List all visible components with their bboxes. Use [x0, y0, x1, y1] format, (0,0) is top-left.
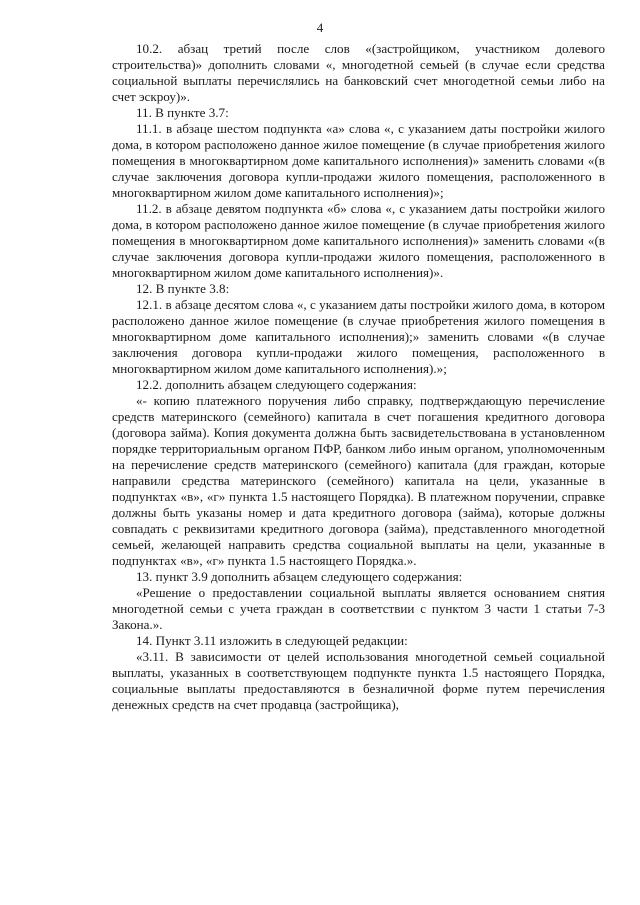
paragraph-11-1: 11.1. в абзаце шестом подпункта «а» слова «, с указанием даты постройки жилого дома, в котором расположено данное жилое помещение (в случае приобретения жилого помещения в многоквартирном доме капитального исполнения)» заменить словами «(в случае заключения договора купли-продажи жилого помещения, расположенного в многоквартирном жилом доме капитального исполнения)»;: [112, 121, 605, 200]
paragraph-12-1: 12.1. в абзаце десятом слова «, с указанием даты постройки жилого дома, в котором расположено данное жилое помещение (в случае приобретения жилого помещения в многоквартирном доме капитального исполнения);» заменить словами «(в случае заключения договора купли-продажи жилого помещения, расположенного в многоквартирном жилом доме капитального исполнения).»;: [112, 297, 605, 376]
paragraph-10-2: 10.2. абзац третий после слов «(застройщиком, участником долевого строительства)» дополнить словами «, многодетной семьей (в случае если средства социальной выплаты перечислялись на банковский счет многодетной семьи либо на счет эскроу)».: [112, 41, 605, 104]
page-number: 4: [316, 20, 324, 35]
paragraph-12-2: 12.2. дополнить абзацем следующего содержания:: [136, 377, 417, 392]
paragraph-11-2: 11.2. в абзаце девятом подпункта «б» слова «, с указанием даты постройки жилого дома, в котором расположено данное жилое помещение (в случае приобретения жилого помещения в многоквартирном доме капитального исполнения)» заменить словами «(в случае заключения договора купли-продажи жилого помещения, расположенного в многоквартирном жилом доме капитального исполнения)».: [112, 201, 605, 280]
paragraph-14-quote: «3.11. В зависимости от целей использования многодетной семьей социальной выплаты, указанных в соответствующем подпункте пункта 1.5 настоящего Порядка, социальные выплаты предоставляются в безналичной форме путем перечисления денежных средств на счет продавца (застройщика),: [112, 649, 605, 712]
document-body: [112, 41, 605, 713]
paragraph-12-heading: 12. В пункте 3.8:: [136, 281, 230, 296]
paragraph-12-2-quote: «- копию платежного поручения либо справку, подтверждающую перечисление средств материнского (семейного) капитала в счет погашения кредитного договора (договора займа). Копия документа должна быть засвидетельствована в установленном порядке территориальным органом ПФР, банком либо иным органом, уполномоченным на перечисление средств материнского (семейного) капитала (для граждан, которые направили средства материнского (семейного) капитала на цели, указанные в подпунктах «в», «г» пункта 1.5 настоящего Порядка). В платежном поручении, справке должны быть указаны номер и дата кредитного договора (займа), которые должны совпадать с реквизитами кредитного договора (займа), представленного многодетной семьей, желающей направить средства социальной выплаты на цели, указанные в подпунктах «в», «г» пункта 1.5 настоящего Порядка.».: [112, 393, 605, 568]
paragraph-14: 14. Пункт 3.11 изложить в следующей редакции:: [136, 633, 408, 648]
paragraph-11-heading: 11. В пункте 3.7:: [136, 105, 229, 120]
paragraph-13: 13. пункт 3.9 дополнить абзацем следующего содержания:: [136, 569, 463, 584]
paragraph-13-quote: «Решение о предоставлении социальной выплаты является основанием снятия многодетной семьи с учета граждан в соответствии с пунктом 3 части 1 статьи 7-3 Закона.».: [112, 585, 605, 632]
